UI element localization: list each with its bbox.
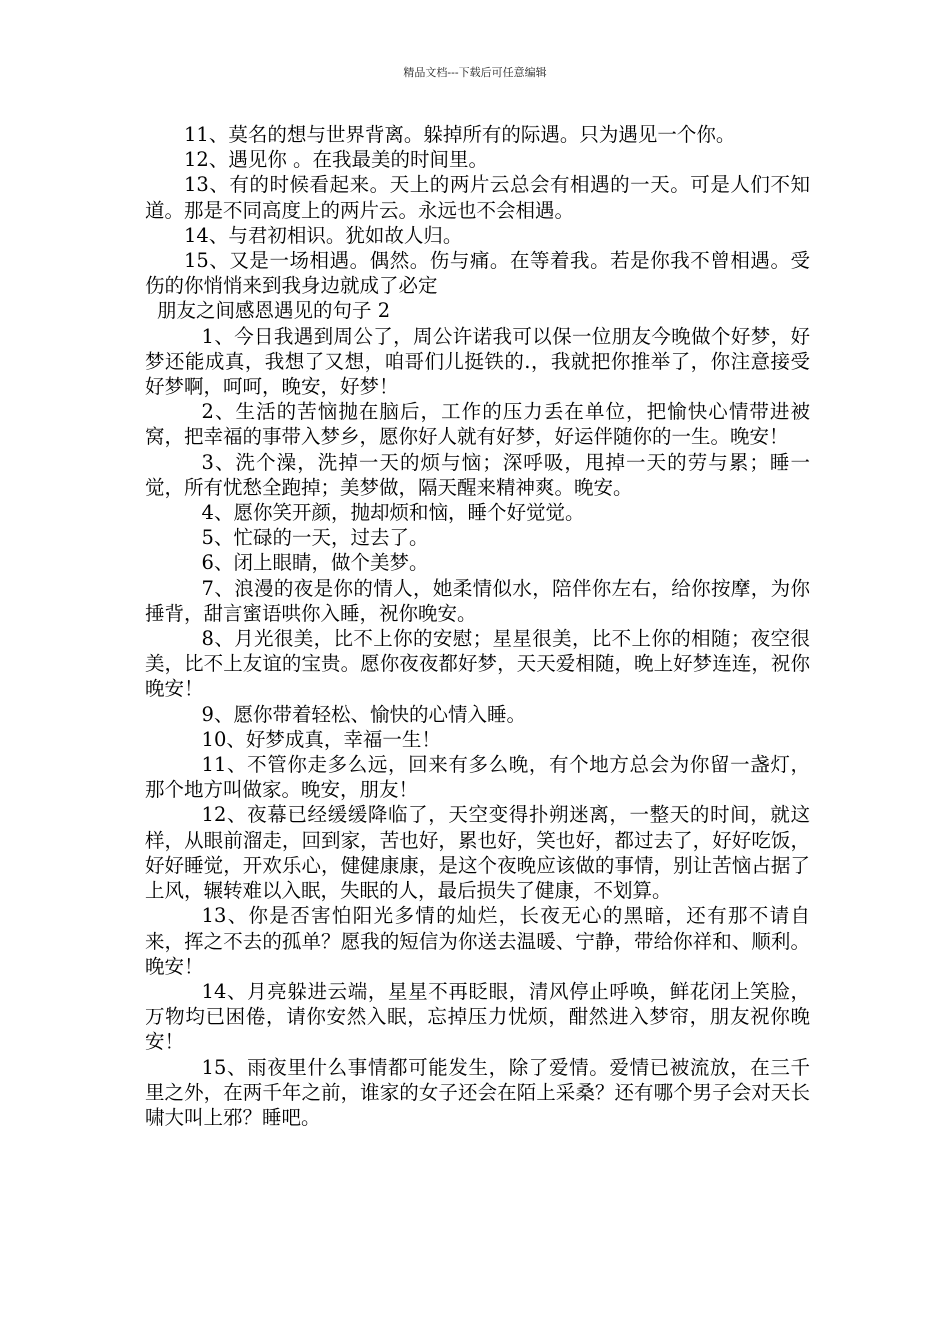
paragraph: 11、不管你走多么远，回来有多么晚，有个地方总会为你留一盏灯，那个地方叫做家。晚安，朋友！: [145, 753, 810, 802]
paragraph: 4、愿你笑开颜，抛却烦和恼，睡个好觉觉。: [201, 501, 585, 525]
paragraph: 13、你是否害怕阳光多情的灿烂，长夜无心的黑暗，还有那不请自来，挥之不去的孤单？愿我的短信为你送去温暖、宁静，带给你祥和、顺利。晚安！: [145, 904, 810, 978]
paragraph: 14、与君初相识。犹如故人归。: [184, 223, 463, 247]
paragraph: 9、愿你带着轻松、愉快的心情入睡。: [201, 702, 526, 726]
paragraph: 7、浪漫的夜是你的情人，她柔情似水，陪伴你左右，给你按摩，为你捶背，甜言蜜语哄你入睡，祝你晚安。: [145, 576, 810, 625]
paragraph: 2、生活的苦恼抛在脑后，工作的压力丢在单位，把愉快心情带进被窝，把幸福的事带入梦乡，愿你好人就有好梦，好运伴随你的一生。晚安！: [145, 400, 810, 449]
paragraph: 3、洗个澡，洗掉一天的烦与恼；深呼吸，甩掉一天的劳与累；睡一觉，所有忧愁全跑掉；美梦做，隔天醒来精神爽。晚安。: [145, 450, 810, 499]
paragraph: 8、月光很美，比不上你的安慰；星星很美，比不上你的相随；夜空很美，比不上友谊的宝贵。愿你夜夜都好梦，天天爱相随，晚上好梦连连，祝你晚安！: [145, 627, 810, 701]
paragraph: 15、雨夜里什么事情都可能发生，除了爱情。爱情已被流放，在三千里之外，在两千年之前，谁家的女子还会在陌上采桑？还有哪个男子会对天长啸大叫上邪？睡吧。: [145, 1055, 810, 1129]
paragraph: 12、遇见你 。在我最美的时间里。: [184, 148, 489, 172]
document-body: [145, 122, 810, 1130]
paragraph: 6、闭上眼睛，做个美梦。: [201, 551, 429, 575]
section-heading: 朋友之间感恩遇见的句子 2: [157, 299, 391, 323]
paragraph: 10、好梦成真，幸福一生！: [201, 727, 441, 751]
paragraph: 1、今日我遇到周公了，周公许诺我可以保一位朋友今晚做个好梦，好梦还能成真，我想了又想，咱哥们儿挺铁的.，我就把你推举了，你注意接受好梦啊，呵呵，晚安，好梦！: [145, 324, 810, 399]
paragraph: 15、又是一场相遇。偶然。伤与痛。在等着我。若是你我不曾相遇。受伤的你悄悄来到我身边就成了必定: [145, 249, 810, 298]
paragraph: 13、有的时候看起来。天上的两片云总会有相遇的一天。可是人们不知道。那是不同高度上的两片云。永远也不会相遇。: [145, 173, 810, 222]
page-header: 精品文档---下载后可任意编辑: [403, 66, 547, 79]
paragraph: 11、莫名的想与世界背离。躲掉所有的际遇。只为遇见一个你。: [184, 123, 736, 146]
paragraph: 14、月亮躲进云端，星星不再眨眼，清风停止呼唤，鲜花闭上笑脸，万物均已困倦，请你安然入眠，忘掉压力忧烦，酣然进入梦帘，朋友祝你晚安！: [145, 979, 810, 1054]
paragraph: 12、夜幕已经缓缓降临了，天空变得扑朔迷离，一整天的时间，就这样，从眼前溜走，回到家，苦也好，累也好，笑也好，都过去了，好好吃饭，好好睡觉，开欢乐心，健健康康，是这个夜晚应该做的事情，别让苦恼占据了上风，辗转难以入眠，失眠的人，最后损失了健康，不划算。: [145, 803, 810, 903]
paragraph: 5、忙碌的一天，过去了。: [201, 526, 429, 550]
